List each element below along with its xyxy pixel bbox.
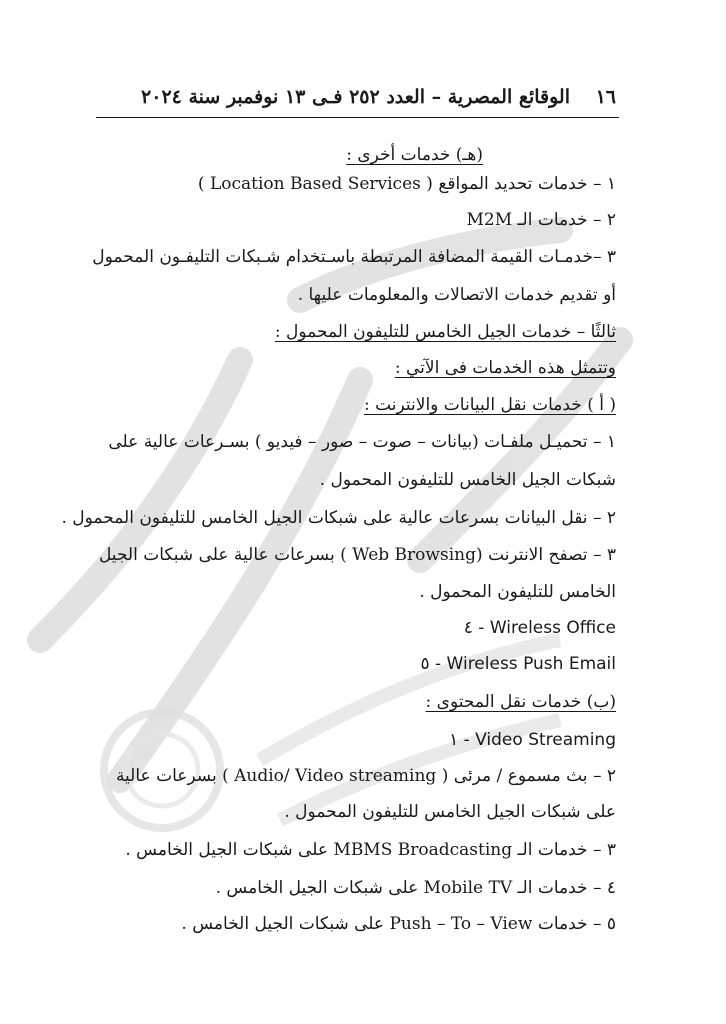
- list-item: ٢ – بث مسموع / مرئى ( Audio/ Video streaming ) بسرعات عالية: [115, 766, 616, 786]
- list-item-continuation: الخامس للتليفون المحمول .: [419, 582, 616, 602]
- list-item: ٥ – خدمات Push – To – View على شبكات الجيل الخامس .: [181, 914, 616, 934]
- list-item: ٣ – تصفح الانترنت (Web Browsing ) بسرعات عالية على شبكات الجيل: [98, 545, 616, 565]
- subsection-heading-data-internet: ( أ ) خدمات نقل البيانات والانترنت :: [363, 395, 616, 415]
- subsection-heading-content: (ب) خدمات نقل المحتوى :: [425, 692, 616, 712]
- list-item: ١ - Video Streaming: [449, 730, 616, 750]
- list-item-continuation: على شبكات الجيل الخامس للتليفون المحمول .: [284, 802, 616, 822]
- page-number: ١٦: [595, 86, 616, 108]
- list-item: ١ – خدمات تحديد المواقع ( Location Based Services ): [197, 174, 616, 194]
- list-item: ٤ - Wireless Office: [463, 618, 616, 638]
- list-item-continuation: شبكات الجيل الخامس للتليفون المحمول .: [319, 470, 616, 490]
- list-item: ٥ - Wireless Push Email: [420, 654, 616, 674]
- page-header: [96, 80, 616, 110]
- list-item: ٣ –خدمـات القيمة المضافة المرتبطة باسـتخدام شـبكات التليفـون المحمول: [92, 247, 616, 267]
- gazette-title: الوقائع المصرية – العدد ٢٥٢ فـى ١٣ نوفمبر سنة ٢٠٢٤: [141, 86, 570, 108]
- list-item: ٢ – خدمات الـ M2M: [466, 210, 616, 230]
- header-rule: [96, 117, 619, 118]
- section-heading-5g-services: ثالثًا – خدمات الجيل الخامس للتليفون المحمول :: [274, 322, 616, 342]
- list-item: ٤ – خدمات الـ Mobile TV على شبكات الجيل الخامس .: [215, 878, 616, 898]
- section-heading-other-services: (هـ) خدمات أخرى :: [346, 145, 483, 165]
- list-item: ١ – تحميـل ملفـات (بيانات – صوت – صور – فيديو ) بسـرعات عالية على: [108, 432, 616, 452]
- intro-text: وتتمثل هذه الخدمات فى الآتي :: [394, 358, 616, 378]
- list-item: ٢ – نقل البيانات بسرعات عالية على شبكات الجيل الخامس للتليفون المحمول .: [61, 508, 616, 528]
- list-item-continuation: أو تقديم خدمات الاتصالات والمعلومات عليها .: [297, 285, 616, 305]
- list-item: ٣ – خدمات الـ MBMS Broadcasting على شبكات الجيل الخامس .: [125, 840, 616, 860]
